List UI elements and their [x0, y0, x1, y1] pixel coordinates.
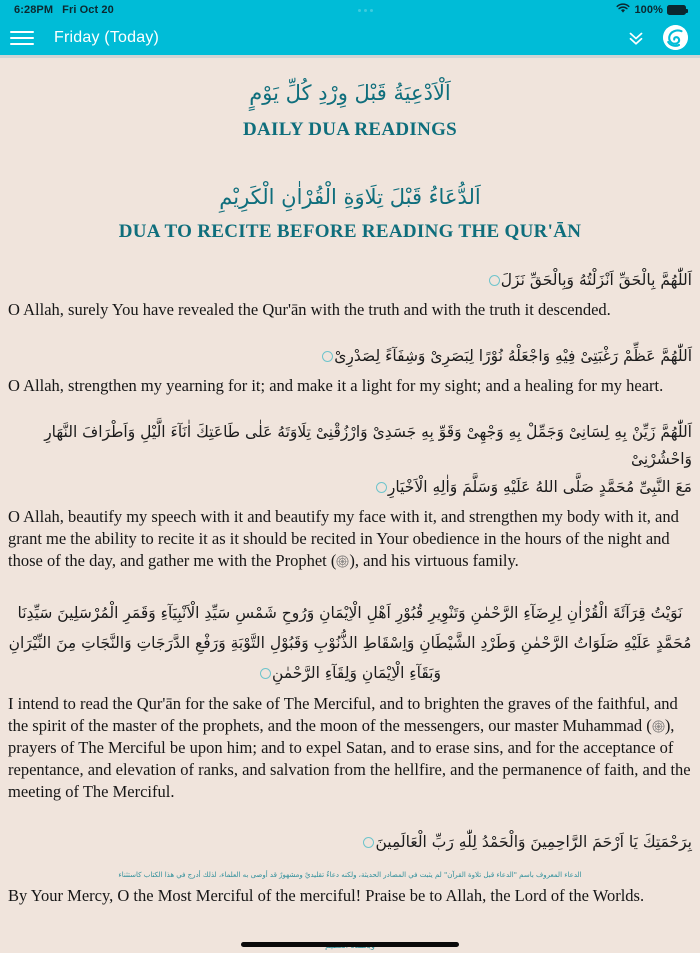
dua-translation — [8, 506, 692, 572]
dua-arabic-line-text: مَعَ النَّبِىِّ مُحَمَّدٍ صَلَّى اللهُ عَلَيْهِ وَسَلَّمَ وَاٰلِهِ الْاَخْيَارِ — [387, 477, 692, 496]
dua-translation-part-a: O Allah, beautify my speech with it and beautify my face with it, and strengthen my body with it, and grant me the ability to recite it as it should be recited in Your obedience in the hours of the night and those of the day, and gather me with the Prophet ( — [8, 506, 679, 570]
dua-arabic — [8, 419, 692, 500]
dua-arabic-line: اَللّٰهُمَّ زَيِّنْ بِهِ لِسَانِىْ وَجَمِّلْ بِهِ وَجْهِىْ وَقَوِّ بِهِ جَسَدِىْ وَارْزُقْنِىْ تِلَاوَتَهُ عَلٰى طَاعَتِكَ اٰنَآءَ الَّيْلِ وَاَطْرَافَ النَّهَارِ وَاحْشُرْنِىْ — [44, 423, 692, 469]
battery-full-icon — [667, 5, 686, 15]
status-time: 6:28PM — [14, 4, 54, 16]
battery-percent-label: 100% — [634, 4, 663, 16]
dua-block — [8, 598, 692, 803]
recording-dots-icon — [114, 9, 617, 12]
dua-arabic-text: بِرَحْمَتِكَ يَا اَرْحَمَ الرَّاحِمِينَ وَالْحَمْدُ لِلّٰهِ رَبِّ الْعَالَمِينَ — [375, 832, 692, 851]
dua-translation-part-a: I intend to read the Qur'ān for the sake of The Merciful, and to brighten the graves of the faithful, and the spirit of the master of the prophets, and the moon of the messengers, our master Muhammad ( — [8, 694, 678, 736]
page-title-arabic: اَلْاَدْعِيَةُ قَبْلَ وِرْدِ كُلِّ يَوْمٍ — [249, 81, 451, 105]
hamburger-menu-icon[interactable] — [10, 29, 34, 47]
dua-block — [8, 343, 692, 397]
dua-arabic — [8, 343, 692, 370]
dua-translation: O Allah, surely You have revealed the Qur'ān with the truth and with the truth it descended. — [8, 300, 611, 320]
dua-arabic — [8, 598, 692, 689]
status-right-group — [616, 3, 686, 17]
ayah-end-marker-icon — [376, 482, 387, 493]
page-title-english: DAILY DUA READINGS — [242, 118, 458, 140]
status-bar — [0, 0, 700, 20]
ayah-end-marker-icon — [260, 668, 271, 679]
home-indicator[interactable] — [241, 942, 459, 947]
ayah-end-marker-icon — [322, 351, 333, 362]
dua-translation-part-b: ), prayers of The Merciful be upon him; and to expel Satan, and to erase sins, and for the acceptance of repentance, and elevation of ranks, and salvation from the hellfire, and the permanence of faith, and the meeting of The Merciful. — [8, 716, 691, 801]
ayah-end-marker-icon — [489, 275, 500, 286]
dua-block — [8, 829, 692, 908]
wifi-icon — [616, 3, 630, 17]
dua-arabic-text: اَللّٰهُمَّ بِالْحَقِّ اَنْزَلْتُهُ وَبِالْحَقِّ نَزَلَ — [500, 271, 692, 290]
sallallahu-alayhi-wasallam-icon — [652, 717, 665, 730]
section-title-english: DUA TO RECITE BEFORE READING THE QUR'ĀN — [118, 221, 582, 243]
dua-page-content — [0, 77, 700, 953]
dua-arabic-text: اَللّٰهُمَّ عَظِّمْ رَغْبَتِىْ فِيْهِ وَاجْعَلْهُ نُوْرًا لِبَصَرِىْ وَشِفَآءً لِصَدْرِىْ — [334, 347, 692, 366]
dua-translation: O Allah, strengthen my yearning for it; and make it a light for my sight; and a healing for my heart. — [8, 376, 664, 396]
app-bar — [0, 20, 700, 55]
dua-arabic — [8, 267, 692, 294]
dua-translation-part-b: ), and his virtuous family. — [349, 550, 519, 570]
dua-translation: By Your Mercy, O the Most Merciful of the merciful! Praise be to Allah, the Lord of the Worlds. — [8, 886, 645, 906]
app-bar-title: Friday (Today) — [54, 28, 160, 46]
footnote-arabic: الدعاء المعروف باسم "الدعاء قبل تلاوة القرآن" لم يثبت في المصادر الحديثة، ولكنه دعاءٌ تقليديٌ ومشهورٌ قد أوصى به العلماء، لذلك أُدرج في هذا الكتاب كاستثناء — [118, 870, 582, 879]
double-chevron-down-icon[interactable] — [625, 27, 647, 49]
dua-arabic-line-text: وَبَقَآءِ الْاِيْمَانِ وَلِقَآءِ الرَّحْمٰنِ — [272, 663, 441, 682]
dua-arabic-line: مُحَمَّدٍ عَلَيْهِ صَلَوَاتُ الرَّحْمٰنِ وَطَرْدِ الشَّيْطَانِ وَاِسْقَاطِ الذُّنُوْبِ وَقَبُوْلِ التَّوْبَةِ وَرَفْعِ الدَّرَجَاتِ وَالنَّجَاتِ مِنَ النِّيْرَانِ — [8, 633, 692, 652]
dua-translation — [8, 693, 692, 803]
dua-block — [8, 267, 692, 321]
app-logo-icon[interactable] — [663, 25, 688, 50]
dua-arabic-line: نَوَيْتُ قِرَآئَةَ الْقُرْاٰنِ لِرِضَآءِ الرَّحْمٰنِ وَتَنْوِيرِ قُبُوْرِ اَهْلِ الْاِيْمَانِ وَرُوحِ شَمْسِ سَيِّدِ الْاَنْبِيَآءِ وَقَمَرِ الْمُرْسَلِينَ سَيِّدِنَا — [17, 603, 683, 622]
ayah-end-marker-icon — [363, 837, 374, 848]
section-title-arabic: اَلدُّعَاءُ قَبْلَ تِلَاوَةِ الْقُرْاٰنِ الْكَرِيْمِ — [219, 184, 481, 209]
status-date: Fri Oct 20 — [62, 4, 114, 16]
sallallahu-alayhi-wasallam-icon — [336, 552, 349, 565]
dua-arabic — [8, 829, 692, 856]
dua-arabic-line — [8, 658, 692, 688]
dua-arabic-line — [8, 474, 692, 501]
dua-block — [8, 419, 692, 571]
